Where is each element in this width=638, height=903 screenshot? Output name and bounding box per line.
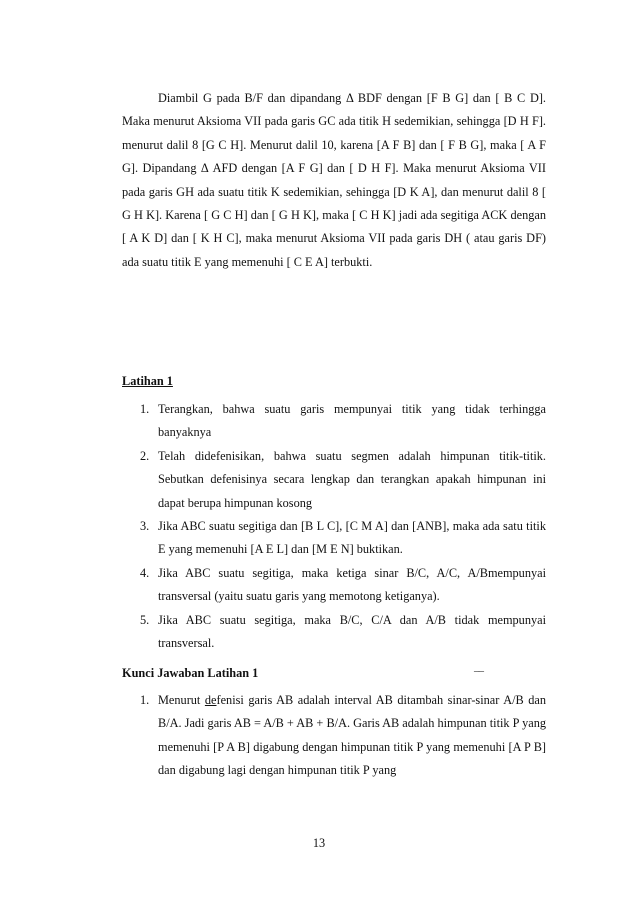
underlined-fragment: de [204,693,217,707]
overline-mark: __ [474,661,483,673]
item-text: Terangkan, bahwa suatu garis mempunyai titik yang tidak terhingga banyaknya [158,402,546,440]
list-item [122,689,546,783]
item-text: Telah didefenisikan, bahwa suatu segmen adalah himpunan titik-titik. Sebutkan defenisinya secara lengkap dan terangkan apakah himpunan ini dapat berupa himpunan kosong [158,448,546,510]
item-number: 4. [140,565,150,580]
item-text: fenisi garis AB adalah interval AB ditambah sinar-sinar A/B dan B/A. Jadi garis AB = A/B + AB + B/A. Garis AB adalah himpunan titik P yang memenuhi [P A B] digabung dengan himpunan titik P yang memenuhi [A P B] dan digabung lagi dengan himpunan titik P yang [158,693,546,778]
kunci-heading: Kunci Jawaban Latihan 1 [122,666,259,680]
item-text: Jika ABC suatu segitiga dan [B L C], [C M A] dan [ANB], maka ada satu titik E yang memenuhi [A E L] dan [M E N] buktikan. [158,519,546,557]
kunci-list [122,689,546,783]
proof-paragraph [122,87,546,274]
item-text: Jika ABC suatu segitiga, maka B/C, C/A dan A/B tidak mempunyai transversal. [158,612,546,651]
item-number: 1. [140,693,150,707]
list-item [122,609,546,656]
item-text: Jika ABC suatu segitiga, maka ketiga sinar B/C, A/C, A/Bmempunyai transversal (yaitu suatu garis yang memotong ketiganya). [158,565,546,604]
item-number: 1. [140,402,150,416]
item-number: 2. [140,448,150,463]
latihan-list [122,398,546,655]
latihan-heading: Latihan 1 [122,374,173,388]
item-number: 3. [140,519,150,534]
item-text-pre: Menurut [158,693,205,707]
list-item [122,398,546,445]
list-item [122,515,546,562]
list-item [122,562,546,609]
proof-text: Diambil G pada B/F dan dipandang Δ BDF dengan [F B G] dan [ B C D]. Maka menurut Aksioma VII pada garis GC ada titik H sedemikian, sehingga [D H F]. menurut dalil 8 [G C H]. Menurut dalil 10, karena [A F B] dan [ F B G], maka [ A F G]. Dipandang Δ AFD dengan [A F G] dan [ D H F]. Maka menurut Aksioma VII pada garis GH ada suatu titik K sedemikian, sehingga [D K A], dan menurut dalil 8 [ G H K]. Karena [ G C H] dan [ G H K], maka [ C H K] jadi ada segitiga ACK dengan [ A K D] dan [ K H C], maka menurut Aksioma VII pada garis DH ( atau garis DF) ada suatu titik E yang memenuhi [ C E A] terbukti. [122,91,546,269]
item-number: 5. [140,612,150,627]
list-item [122,445,546,515]
page-number: 13 [312,836,326,850]
